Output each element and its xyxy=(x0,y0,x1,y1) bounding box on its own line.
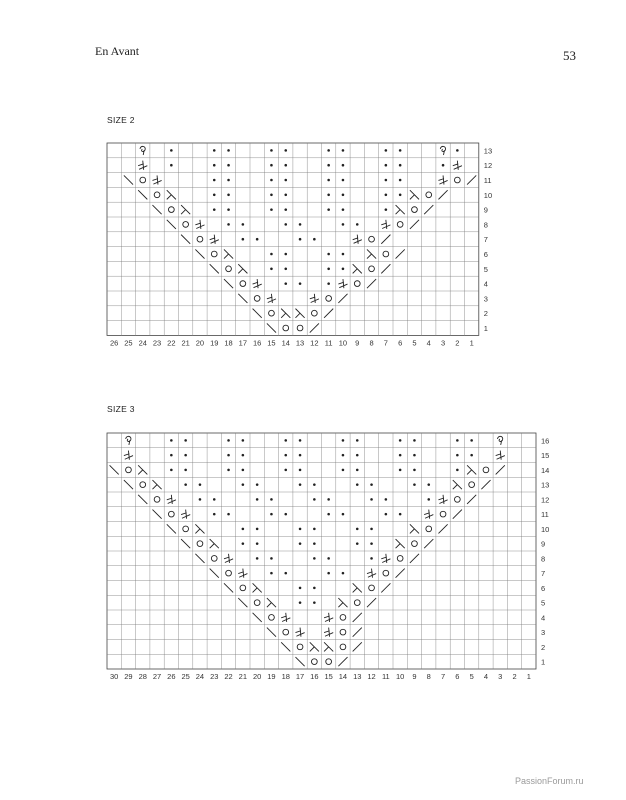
column-number: 4 xyxy=(483,672,489,681)
k2tog-slash xyxy=(481,480,490,489)
column-number: 18 xyxy=(281,672,290,681)
row-number: 9 xyxy=(483,205,488,215)
twisted-lambda xyxy=(152,480,161,489)
k2tog-slash xyxy=(381,583,390,592)
running-head: En Avant xyxy=(95,44,140,58)
column-number: 1 xyxy=(469,338,474,348)
row-number: 6 xyxy=(483,250,488,259)
column-number: 20 xyxy=(252,672,262,681)
purl-dot xyxy=(184,483,187,486)
ssk-slash xyxy=(110,465,119,474)
twisted-lambda xyxy=(396,539,405,548)
purl-dot xyxy=(313,498,316,501)
column-number: 21 xyxy=(238,672,248,681)
column-number: 17 xyxy=(295,672,305,681)
purl-dot xyxy=(470,439,473,442)
row-number: 12 xyxy=(483,161,493,171)
ssk-slash xyxy=(124,480,133,489)
double-decrease-symbol xyxy=(324,613,333,622)
column-number: 19 xyxy=(267,672,276,681)
row-number: 8 xyxy=(483,220,488,230)
column-number: 6 xyxy=(398,338,403,348)
purl-dot xyxy=(456,469,459,472)
purl-dot xyxy=(213,513,216,516)
purl-dot xyxy=(270,513,273,516)
column-number: 29 xyxy=(124,672,133,681)
column-number: 5 xyxy=(469,672,474,681)
purl-dot xyxy=(213,498,216,501)
yarn-over-circle xyxy=(126,467,132,473)
purl-dot xyxy=(284,513,287,516)
double-decrease-symbol xyxy=(295,628,304,637)
row-number: 11 xyxy=(541,510,549,520)
purl-dot xyxy=(256,542,259,545)
double-decrease-symbol xyxy=(424,510,433,519)
watermark: PassionForum.ru xyxy=(515,776,584,786)
yarn-over-circle xyxy=(183,526,189,532)
double-decrease-symbol xyxy=(281,613,290,622)
ssk-slash xyxy=(210,569,219,578)
row-number: 5 xyxy=(541,598,546,608)
column-number: 1 xyxy=(526,672,531,681)
double-decrease-symbol xyxy=(496,451,505,460)
row-number: 14 xyxy=(541,465,550,475)
column-number: 27 xyxy=(152,672,162,681)
column-number: 2 xyxy=(455,338,460,348)
purl-dot xyxy=(299,454,302,457)
column-number: 30 xyxy=(109,672,119,681)
purl-dot xyxy=(370,528,373,531)
purl-dot xyxy=(356,483,359,486)
k2tog-slash xyxy=(396,569,405,578)
purl-dot xyxy=(342,513,345,516)
chart-grid xyxy=(107,433,536,669)
row-number: 13 xyxy=(483,146,493,156)
purl-dot xyxy=(299,601,302,604)
yarn-over-circle xyxy=(340,629,346,635)
column-number: 10 xyxy=(395,672,405,681)
k2tog-slash xyxy=(410,554,419,563)
yarn-over-circle xyxy=(140,482,146,488)
purl-dot xyxy=(299,483,302,486)
row-number: 1 xyxy=(483,324,488,333)
row-number: 5 xyxy=(483,264,488,274)
column-number: 7 xyxy=(383,338,388,348)
twisted-lambda xyxy=(253,583,262,592)
purl-dot xyxy=(370,557,373,560)
column-number: 15 xyxy=(324,672,333,681)
yarn-over-circle xyxy=(326,659,332,665)
purl-dot xyxy=(242,454,245,457)
k2tog-slash xyxy=(353,613,362,622)
purl-dot xyxy=(356,542,359,545)
purl-dot xyxy=(184,469,187,472)
yarn-over-circle xyxy=(483,467,489,473)
purl-dot xyxy=(284,454,287,457)
purl-dot xyxy=(242,469,245,472)
yarn-over-circle xyxy=(369,585,375,591)
purl-dot xyxy=(299,469,302,472)
purl-dot xyxy=(427,483,430,486)
yarn-over-circle xyxy=(454,497,460,503)
yarn-over-circle xyxy=(226,570,232,576)
purl-dot xyxy=(356,454,359,457)
row-number: 7 xyxy=(541,569,546,579)
purl-dot xyxy=(313,528,316,531)
column-number: 3 xyxy=(498,672,503,681)
purl-dot xyxy=(342,572,345,575)
row-number: 2 xyxy=(541,642,546,652)
double-decrease-symbol xyxy=(438,495,447,504)
purl-dot xyxy=(270,572,273,575)
row-number: 1 xyxy=(541,657,546,667)
purl-dot xyxy=(270,557,273,560)
column-number: 18 xyxy=(224,338,233,348)
ssk-slash xyxy=(138,495,147,504)
column-number: 6 xyxy=(455,672,460,681)
yarn-over-circle xyxy=(211,556,217,562)
ssk-slash xyxy=(281,642,290,651)
twisted-lambda xyxy=(310,642,319,651)
purl-dot xyxy=(470,454,473,457)
purl-dot xyxy=(184,439,187,442)
purl-dot xyxy=(399,469,402,472)
purl-dot xyxy=(270,498,273,501)
purl-dot xyxy=(313,601,316,604)
twisted-lambda xyxy=(353,583,362,592)
double-decrease-symbol xyxy=(324,628,333,637)
column-number: 20 xyxy=(195,338,205,348)
twisted-lambda xyxy=(453,480,462,489)
double-decrease-symbol xyxy=(381,554,390,563)
twisted-lambda xyxy=(267,598,276,607)
column-number: 12 xyxy=(310,338,319,348)
column-number: 25 xyxy=(181,672,190,681)
purl-dot xyxy=(170,454,173,457)
purl-dot xyxy=(456,454,459,457)
yarn-over-circle xyxy=(154,497,160,503)
yarn-over-circle xyxy=(311,659,317,665)
purl-dot xyxy=(327,498,330,501)
purl-dot xyxy=(227,469,230,472)
double-decrease-symbol xyxy=(124,451,133,460)
purl-dot xyxy=(427,498,430,501)
purl-dot xyxy=(413,469,416,472)
column-number: 26 xyxy=(167,672,176,681)
page-number: 53 xyxy=(563,48,576,63)
double-decrease-symbol xyxy=(367,569,376,578)
row-number: 10 xyxy=(541,524,550,534)
purl-dot xyxy=(299,528,302,531)
column-number: 24 xyxy=(138,338,147,348)
column-number: 16 xyxy=(310,672,319,681)
yarn-over-circle xyxy=(383,570,389,576)
yarn-over-circle xyxy=(340,644,346,650)
purl-dot xyxy=(242,483,245,486)
purl-dot xyxy=(356,469,359,472)
column-number: 16 xyxy=(252,338,262,348)
twisted-lambda xyxy=(467,465,476,474)
purl-dot xyxy=(313,542,316,545)
row-number: 3 xyxy=(483,294,488,304)
twisted-lambda xyxy=(138,465,147,474)
yarn-over-circle xyxy=(168,511,174,517)
purl-dot xyxy=(256,498,259,501)
purl-dot xyxy=(399,454,402,457)
purl-dot xyxy=(399,439,402,442)
purl-dot xyxy=(356,439,359,442)
row-number: 15 xyxy=(541,451,550,461)
purl-dot xyxy=(256,528,259,531)
row-number: 7 xyxy=(483,235,488,245)
chart-label-size-3: SIZE 3 xyxy=(107,404,135,414)
column-number: 10 xyxy=(338,338,348,348)
ssk-slash xyxy=(195,554,204,563)
purl-dot xyxy=(456,439,459,442)
row-number: 10 xyxy=(483,190,493,200)
ssk-slash xyxy=(224,583,233,592)
column-number: 3 xyxy=(440,338,446,348)
ssk-slash xyxy=(152,510,161,519)
purl-dot xyxy=(227,439,230,442)
cable-loop-symbol xyxy=(126,436,131,445)
twisted-lambda xyxy=(338,598,347,607)
purl-dot xyxy=(242,439,245,442)
row-number: 8 xyxy=(541,554,546,564)
row-number: 9 xyxy=(541,539,546,549)
yarn-over-circle xyxy=(440,511,446,517)
purl-dot xyxy=(199,483,202,486)
column-number: 9 xyxy=(412,672,417,681)
purl-dot xyxy=(370,542,373,545)
purl-dot xyxy=(284,469,287,472)
cable-loop-symbol xyxy=(498,436,503,445)
purl-dot xyxy=(413,439,416,442)
yarn-over-circle xyxy=(254,600,260,606)
column-number: 5 xyxy=(412,338,417,348)
purl-dot xyxy=(413,483,416,486)
column-number: 22 xyxy=(224,672,233,681)
purl-dot xyxy=(313,483,316,486)
column-number: 11 xyxy=(381,672,390,681)
column-number: 13 xyxy=(353,672,362,681)
column-number: 8 xyxy=(369,338,374,348)
yarn-over-circle xyxy=(426,526,432,532)
purl-dot xyxy=(313,557,316,560)
twisted-lambda xyxy=(210,539,219,548)
twisted-lambda xyxy=(410,524,419,533)
purl-dot xyxy=(199,498,202,501)
purl-dot xyxy=(327,557,330,560)
purl-dot xyxy=(256,483,259,486)
yarn-over-circle xyxy=(412,541,418,547)
purl-dot xyxy=(370,498,373,501)
column-number: 23 xyxy=(152,338,162,348)
yarn-over-circle xyxy=(340,615,346,621)
twisted-lambda xyxy=(324,642,333,651)
chart-label-size-2: SIZE 2 xyxy=(107,115,135,125)
k2tog-slash xyxy=(338,657,347,666)
k2tog-slash xyxy=(353,642,362,651)
purl-dot xyxy=(227,454,230,457)
k2tog-slash xyxy=(424,539,433,548)
column-number: 15 xyxy=(267,338,276,348)
yarn-over-circle xyxy=(469,482,475,488)
purl-dot xyxy=(356,528,359,531)
column-number: 21 xyxy=(181,338,190,348)
purl-dot xyxy=(370,483,373,486)
double-decrease-symbol xyxy=(224,554,233,563)
yarn-over-circle xyxy=(283,629,289,635)
double-decrease-symbol xyxy=(167,495,176,504)
yarn-over-circle xyxy=(297,644,303,650)
ssk-slash xyxy=(238,598,247,607)
yarn-over-circle xyxy=(269,615,275,621)
column-number: 17 xyxy=(238,338,248,348)
ssk-slash xyxy=(167,524,176,533)
purl-dot xyxy=(242,528,245,531)
purl-dot xyxy=(299,439,302,442)
purl-dot xyxy=(170,469,173,472)
row-number: 3 xyxy=(541,628,546,638)
k2tog-slash xyxy=(353,628,362,637)
row-number: 2 xyxy=(483,309,488,319)
ssk-slash xyxy=(181,539,190,548)
purl-dot xyxy=(299,587,302,590)
ssk-slash xyxy=(253,613,262,622)
yarn-over-circle xyxy=(197,541,203,547)
yarn-over-circle xyxy=(354,600,360,606)
k2tog-slash xyxy=(367,598,376,607)
row-number: 4 xyxy=(483,279,488,289)
purl-dot xyxy=(342,469,345,472)
purl-dot xyxy=(342,439,345,442)
ssk-slash xyxy=(295,657,304,666)
purl-dot xyxy=(385,498,388,501)
column-number: 26 xyxy=(109,338,119,348)
column-number: 25 xyxy=(124,338,133,348)
twisted-lambda xyxy=(195,524,204,533)
row-number: 12 xyxy=(541,495,550,505)
purl-dot xyxy=(413,454,416,457)
purl-dot xyxy=(385,513,388,516)
purl-dot xyxy=(299,542,302,545)
column-number: 24 xyxy=(195,672,205,681)
purl-dot xyxy=(227,513,230,516)
column-number: 9 xyxy=(355,338,360,348)
column-number: 4 xyxy=(426,338,431,348)
purl-dot xyxy=(327,572,330,575)
purl-dot xyxy=(184,454,187,457)
column-number: 22 xyxy=(167,338,176,348)
row-number: 13 xyxy=(541,480,550,490)
purl-dot xyxy=(170,439,173,442)
purl-dot xyxy=(256,557,259,560)
double-decrease-symbol xyxy=(181,510,190,519)
purl-dot xyxy=(242,542,245,545)
double-decrease-symbol xyxy=(238,569,247,578)
column-number: 19 xyxy=(210,338,219,348)
column-number: 11 xyxy=(324,338,333,348)
row-number: 11 xyxy=(483,176,492,185)
purl-dot xyxy=(399,513,402,516)
k2tog-slash xyxy=(467,495,476,504)
row-number: 4 xyxy=(541,613,546,623)
k2tog-slash xyxy=(496,465,505,474)
column-number: 23 xyxy=(210,672,219,681)
column-number: 14 xyxy=(281,338,290,348)
purl-dot xyxy=(327,513,330,516)
yarn-over-circle xyxy=(397,556,403,562)
column-number: 7 xyxy=(440,672,446,681)
row-number: 6 xyxy=(541,583,546,593)
row-number: 16 xyxy=(541,436,550,446)
column-number: 13 xyxy=(295,338,305,348)
purl-dot xyxy=(313,587,316,590)
purl-dot xyxy=(284,572,287,575)
k2tog-slash xyxy=(438,524,447,533)
column-number: 8 xyxy=(426,672,431,681)
column-number: 2 xyxy=(512,672,517,681)
ssk-slash xyxy=(267,628,276,637)
purl-dot xyxy=(342,454,345,457)
column-number: 14 xyxy=(338,672,348,681)
column-number: 28 xyxy=(138,672,147,681)
yarn-over-circle xyxy=(240,585,246,591)
k2tog-slash xyxy=(453,510,462,519)
purl-dot xyxy=(284,439,287,442)
column-number: 12 xyxy=(367,672,376,681)
